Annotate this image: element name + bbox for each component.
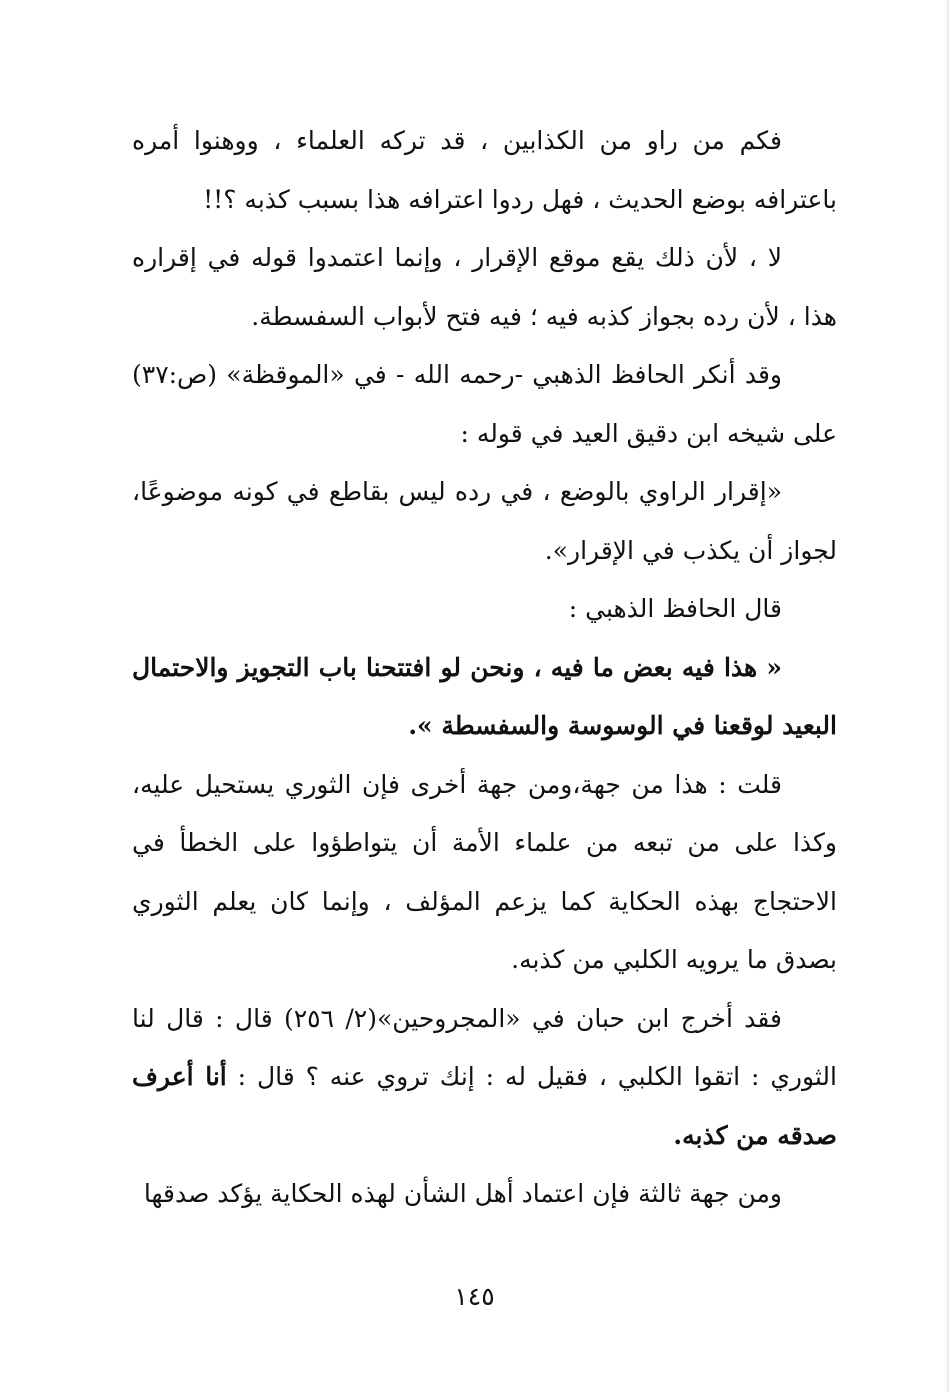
quote-dhahabi: « هذا فيه بعض ما فيه ، ونحن لو افتتحنا باب التجويز والاحتمال البعيد لوقعنا في الوسوسة والسفسطة ». bbox=[132, 652, 837, 740]
ibn-hibban-bold-text: أنا أعرف صدقه من كذبه. bbox=[132, 1062, 837, 1150]
paragraph-ibn-hibban bbox=[132, 990, 837, 1166]
page-text bbox=[132, 112, 837, 1224]
paragraph-2: لا ، لأن ذلك يقع موقع الإقرار ، وإنما اعتمدوا قوله في إقراره هذا ، لأن رده بجواز كذبه فيه ؛ فيه فتح لأبواب السفسطة. bbox=[132, 243, 837, 331]
paragraph-dhahabi-intro: قال الحافظ الذهبي : bbox=[568, 594, 782, 623]
paragraph-3: وقد أنكر الحافظ الذهبي -رحمه الله - في «الموقظة» (ص:٣٧) على شيخه ابن دقيق العيد في قوله : bbox=[132, 360, 837, 448]
paragraph-1: فكم من راو من الكذابين ، قد تركه العلماء ، ووهنوا أمره باعترافه بوضع الحديث ، فهل ردوا اعترافه هذا بسبب كذبه ؟!! bbox=[132, 126, 837, 214]
paragraph-thawri: قلت : هذا من جهة،ومن جهة أخرى فإن الثوري يستحيل عليه، وكذا على من تبعه من علماء الأمة أن يتواطؤوا على الخطأ في الاحتجاج بهذه الحكاية كما يزعم المؤلف ، وإنما كان يعلم الثوري بصدق ما يرويه الكلبي من كذبه. bbox=[132, 769, 837, 974]
paragraph-third-aspect: ومن جهة ثالثة فإن اعتماد أهل الشأن لهذه الحكاية يؤكد صدقها bbox=[143, 1179, 782, 1208]
page-edge-shadow bbox=[945, 0, 949, 1392]
ibn-hibban-text: فقد أخرج ابن حبان في «المجروحين»(٢/ ٢٥٦) قال : قال لنا الثوري : اتقوا الكلبي ، فقيل له : إنك تروي عنه ؟ قال : bbox=[132, 1003, 837, 1091]
page-number: ١٤٥ bbox=[454, 1282, 495, 1311]
quote-ibn-daqiq: «إقرار الراوي بالوضع ، في رده ليس بقاطع في كونه موضوعًا، لجواز أن يكذب في الإقرار». bbox=[132, 477, 837, 565]
